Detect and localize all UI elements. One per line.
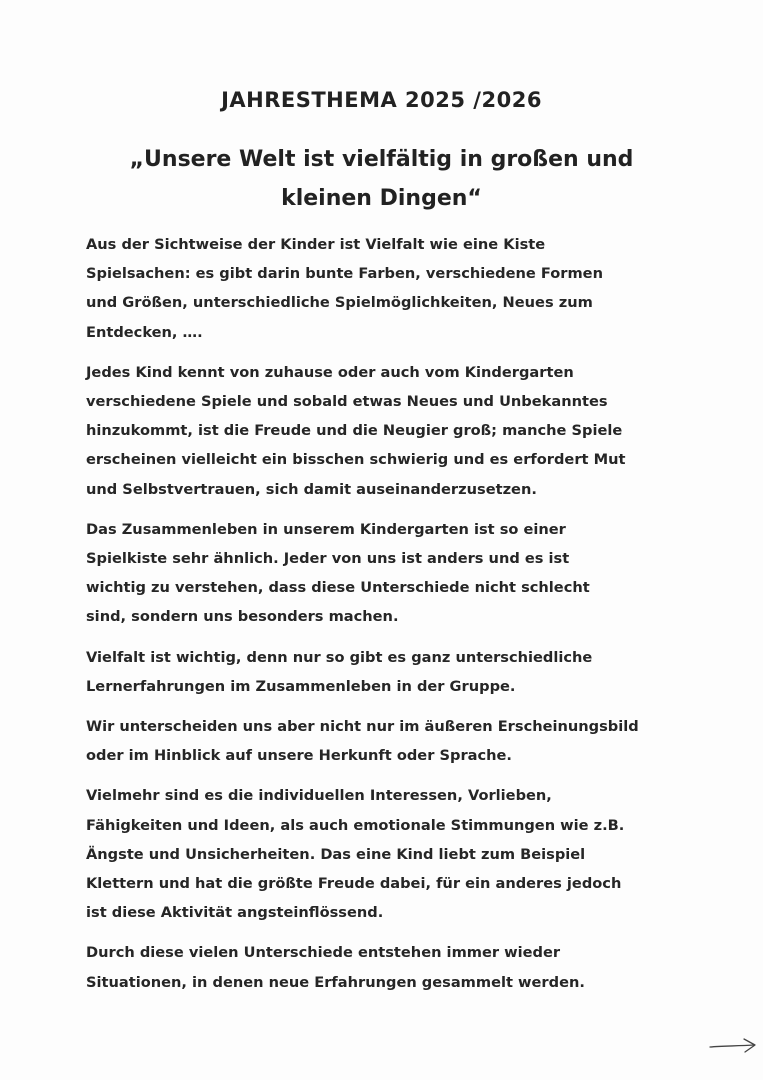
- motto-text: „Unsere Welt ist vielfältig in großen und kleinen Dingen“: [129, 147, 634, 211]
- paragraph-1: Aus der Sichtweise der Kinder ist Vielfalt wie eine Kiste Spielsachen: es gibt darin bunte Farben, verschiedene Formen und Größen, unterschiedliche Spielmöglichkeiten, Neues zum Entdecken, ….: [86, 236, 603, 341]
- paragraph-2: Jedes Kind kennt von zuhause oder auch vom Kindergarten verschiedene Spiele und sobald etwas Neues und Unbekanntes hinzukommt, ist die Freude und die Neugier groß; manche Spiele erscheinen vielleicht ein bisschen schwierig und es erfordert Mut und Selbstvertrauen, sich damit auseinanderzusetzen.: [86, 363, 626, 498]
- year-heading: JAHRESTHEMA 2025 /2026: [221, 88, 542, 112]
- paragraph-3: Das Zusammenleben in unserem Kindergarten ist so einer Spielkiste sehr ähnlich. Jeder von uns ist anders und es ist wichtig zu verstehen, dass diese Unterschiede nicht schlecht sind, sondern uns besonders machen.: [86, 520, 590, 626]
- paragraph-6: Vielmehr sind es die individuellen Interessen, Vorlieben, Fähigkeiten und Ideen, als auch emotionale Stimmungen wie z.B. Ängste und Unsicherheiten. Das eine Kind liebt zum Beispiel Klettern und hat die größte Freude dabei, für ein anderes jedoch ist diese Aktivität angsteinflössend.: [86, 787, 625, 922]
- paragraph-5: Wir unterscheiden uns aber nicht nur im äußeren Erscheinungsbild oder im Hinblick auf unsere Herkunft oder Sprache.: [86, 718, 639, 765]
- paragraph-7: Durch diese vielen Unterschiede entstehen immer wieder Situationen, in denen neue Erfahrungen gesammelt werden.: [86, 944, 585, 991]
- body-text: [86, 230, 676, 1008]
- paragraph-4: Vielfalt ist wichtig, denn nur so gibt es ganz unterschiedliche Lernerfahrungen im Zusammenleben in der Gruppe.: [86, 648, 593, 695]
- hand-drawn-arrow-right-icon: [708, 1036, 758, 1056]
- motto-heading: [0, 140, 763, 218]
